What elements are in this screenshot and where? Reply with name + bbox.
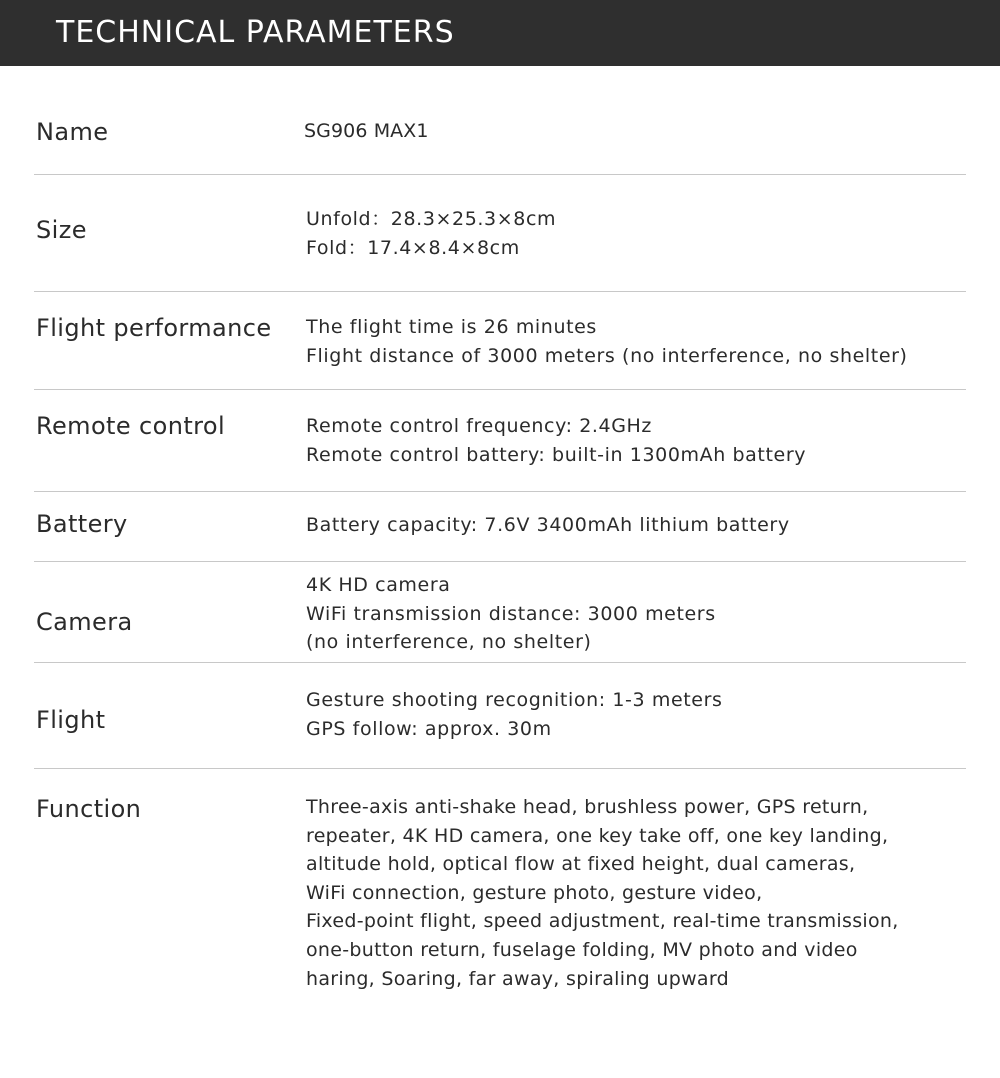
row-value-size xyxy=(306,205,556,262)
row-label-flight: Flight xyxy=(36,706,106,734)
row-label-size: Size xyxy=(36,216,87,244)
row-label-remote-control: Remote control xyxy=(36,412,226,440)
value-line: WiFi transmission distance: 3000 meters xyxy=(306,602,716,625)
value-line: Fold：17.4×8.4×8cm xyxy=(306,236,520,259)
value-line: 4K HD camera xyxy=(306,574,451,596)
page-title: TECHNICAL PARAMETERS xyxy=(56,15,455,50)
value-line: WiFi connection, gesture photo, gesture video, xyxy=(306,881,763,904)
value-line: Fixed-point flight, speed adjustment, real-time transmission, xyxy=(306,910,899,933)
value-line: Unfold：28.3×25.3×8cm xyxy=(306,208,557,230)
row-divider xyxy=(34,561,966,562)
value-line: (no interference, no shelter) xyxy=(306,631,592,654)
row-value-battery xyxy=(306,511,790,540)
row-value-function xyxy=(306,793,899,993)
row-value-name xyxy=(304,117,429,146)
row-divider xyxy=(34,768,966,769)
row-label-function: Function xyxy=(36,795,142,823)
header-bar xyxy=(0,0,1000,66)
row-value-camera xyxy=(306,571,716,657)
value-line: altitude hold, optical flow at fixed height, dual cameras, xyxy=(306,853,856,876)
value-line: GPS follow: approx. 30m xyxy=(306,717,552,740)
row-label-camera: Camera xyxy=(36,608,133,636)
row-label-flight-performance: Flight performance xyxy=(36,314,272,342)
value-line: Battery capacity: 7.6V 3400mAh lithium battery xyxy=(306,514,790,536)
value-line: SG906 MAX1 xyxy=(304,120,429,142)
row-value-flight-performance xyxy=(306,313,908,370)
value-line: Remote control frequency: 2.4GHz xyxy=(306,415,653,437)
row-value-flight xyxy=(306,686,722,743)
row-divider xyxy=(34,174,966,175)
row-label-name: Name xyxy=(36,118,109,146)
value-line: repeater, 4K HD camera, one key take off, one key landing, xyxy=(306,824,889,847)
value-line: Three-axis anti-shake head, brushless power, GPS return, xyxy=(306,796,869,818)
row-value-remote-control xyxy=(306,412,806,469)
row-label-battery: Battery xyxy=(36,510,128,538)
value-line: Remote control battery: built-in 1300mAh battery xyxy=(306,443,807,466)
value-line: The flight time is 26 minutes xyxy=(306,316,597,338)
value-line: Flight distance of 3000 meters (no interference, no shelter) xyxy=(306,344,908,367)
row-divider xyxy=(34,662,966,663)
row-divider xyxy=(34,389,966,390)
value-line: Gesture shooting recognition: 1-3 meters xyxy=(306,689,723,711)
value-line: one-button return, fuselage folding, MV photo and video xyxy=(306,938,858,961)
row-divider xyxy=(34,291,966,292)
value-line: haring, Soaring, far away, spiraling upward xyxy=(306,967,730,990)
row-divider xyxy=(34,491,966,492)
